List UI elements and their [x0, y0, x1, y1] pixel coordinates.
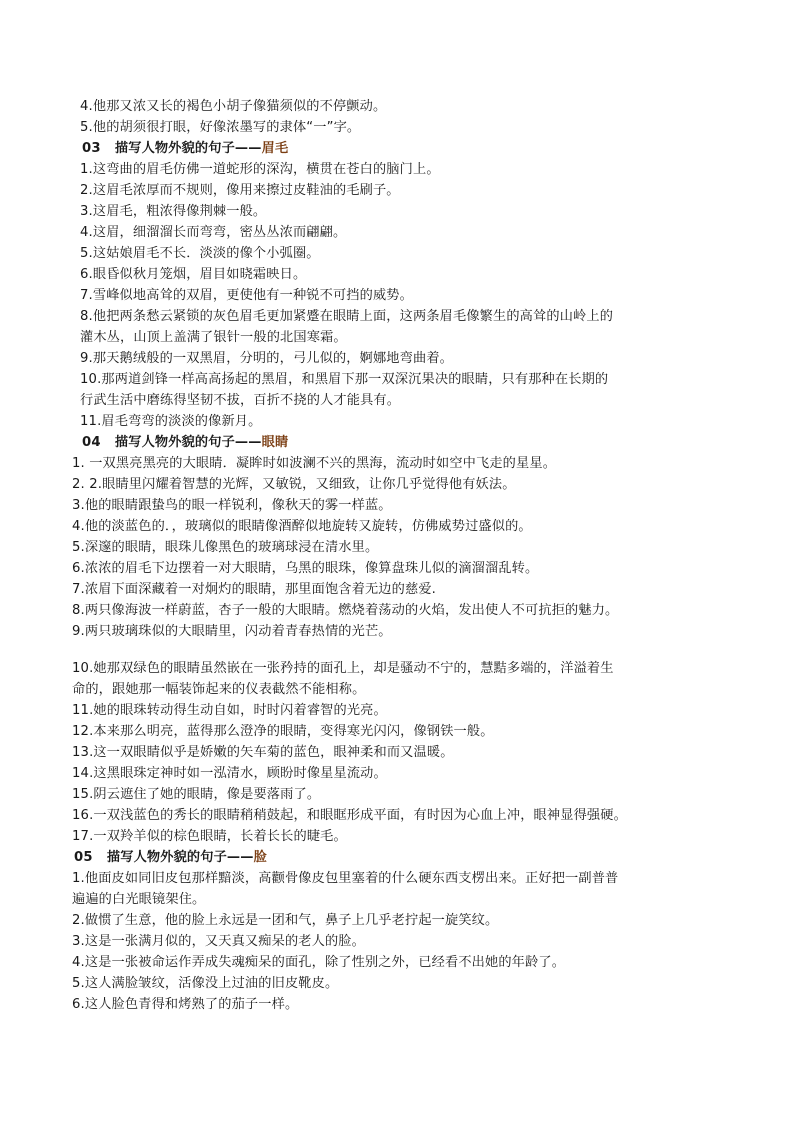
- text-line: 17.一双羚羊似的棕色眼睛，长着长长的睫毛。: [72, 829, 347, 844]
- text-line: 5.深邃的眼睛，眼珠儿像黑色的玻璃球浸在清水里。: [72, 540, 379, 555]
- text-line: 灌木丛，山顶上盖满了银针一般的北国寒霜。: [80, 330, 347, 345]
- text-line: 2. 2.眼睛里闪耀着智慧的光辉，又敏锐，又细致，让你几乎觉得他有妖法。: [72, 477, 516, 492]
- text-line: 9.那天鹅绒般的一双黑眉，分明的，弓儿似的，婀娜地弯曲着。: [80, 351, 453, 366]
- text-line: 1.这弯曲的眉毛仿佛一道蛇形的深沟，横贯在苍白的脑门上。: [80, 162, 440, 177]
- text-line: 11.她的眼珠转动得生动自如，时时闪着睿智的光亮。: [72, 703, 387, 718]
- section-heading-text: 描写人物外貌的句子——: [106, 850, 254, 865]
- section-heading-accent: 眉毛: [261, 141, 289, 156]
- text-line: 1. 一双黑亮黑亮的大眼睛．凝眸时如波澜不兴的黑海，流动时如空中飞走的星星。: [72, 456, 557, 471]
- text-line: 4.他那又浓又长的褐色小胡子像猫须似的不停颤动。: [80, 99, 387, 114]
- section-heading-eyebrows: [82, 139, 288, 159]
- text-line: 2.做惯了生意，他的脸上永远是一团和气，鼻子上几乎老拧起一旋笑纹。: [72, 913, 499, 928]
- text-line: 7.浓眉下面深藏着一对炯灼的眼睛，那里面饱含着无边的慈爱.: [72, 582, 436, 597]
- section-number: 03: [82, 141, 101, 156]
- section-heading-accent: 脸: [253, 850, 267, 865]
- text-line: 5.这姑娘眉毛不长．淡淡的像个小弧圈。: [80, 246, 320, 261]
- section-number: 04: [82, 435, 101, 450]
- section-heading-face: [74, 848, 267, 868]
- text-line: 9.两只玻璃珠似的大眼睛里，闪动着青春热情的光芒。: [72, 624, 392, 639]
- text-line: 12.本来那么明亮，蓝得那么澄净的眼睛，变得寒光闪闪，像钢铁一般。: [72, 724, 494, 739]
- text-line: 2.这眉毛浓厚而不规则，像用来擦过皮鞋油的毛刷子。: [80, 183, 400, 198]
- text-line: 6.浓浓的眉毛下边摆着一对大眼睛，乌黑的眼珠，像算盘珠儿似的滴溜溜乱转。: [72, 561, 539, 576]
- text-line: 3.他的眼睛跟蛰鸟的眼一样锐利，像秋天的雾一样蓝。: [72, 498, 392, 513]
- text-line: 命的，跟她那一幅装饰起来的仪表截然不能相称。: [72, 682, 366, 697]
- text-line: 10.她那双绿色的眼睛虽然嵌在一张矜持的面孔上，却是骚动不宁的，慧黠多端的，洋溢着生: [72, 661, 614, 676]
- text-line: 遍遍的白光眼镜架住。: [72, 892, 206, 907]
- section-heading-eyes: [82, 433, 288, 453]
- section-number: 05: [74, 850, 93, 865]
- text-line: 3.这眉毛，粗浓得像荆棘一般。: [80, 204, 267, 219]
- text-line: 3.这是一张满月似的，又天真又痴呆的老人的脸。: [72, 934, 365, 949]
- text-line: 16.一双浅蓝色的秀长的眼睛稍稍鼓起，和眼眶形成平面，有时因为心血上冲，眼神显得强硬。: [72, 808, 627, 823]
- text-line: 5.他的胡须很打眼，好像浓墨写的隶体“一”字。: [80, 120, 361, 135]
- text-line: 7.雪峰似地高耸的双眉，更使他有一种锐不可挡的威势。: [80, 288, 413, 303]
- text-line: 14.这黑眼珠定神时如一泓清水，顾盼时像星星流动。: [72, 766, 387, 781]
- text-line: 6.眼昏似秋月笼烟，眉目如晓霜映日。: [80, 267, 307, 282]
- text-line: 8.两只像海波一样蔚蓝，杏子一般的大眼睛。燃烧着荡动的火焰，发出使人不可抗拒的魅力。: [72, 603, 619, 618]
- text-line: 6.这人脸色青得和烤熟了的茄子一样。: [72, 997, 299, 1012]
- section-heading-accent: 眼睛: [261, 435, 289, 450]
- text-line: 11.眉毛弯弯的淡淡的像新月。: [80, 414, 262, 429]
- text-line: 4.这是一张被命运作弄成失魂痴呆的面孔，除了性别之外，已经看不出她的年龄了。: [72, 955, 566, 970]
- text-line: 10.那两道剑锋一样高高扬起的黑眉，和黑眉下那一双深沉果决的眼睛，只有那种在长期的: [80, 372, 609, 387]
- text-line: 13.这一双眼睛似乎是娇嫩的矢车菊的蓝色，眼神柔和而又温暖。: [72, 745, 454, 760]
- text-line: 15.阴云遮住了她的眼睛，像是要落雨了。: [72, 787, 321, 802]
- text-line: 4.这眉，细溜溜长而弯弯，密丛丛浓而翩翩。: [80, 225, 347, 240]
- text-line: 1.他面皮如同旧皮包那样黯淡，高颧骨像皮包里塞着的什么硬东西支楞出来。正好把一副普普: [72, 871, 619, 886]
- section-heading-text: 描写人物外貌的句子——: [114, 435, 262, 450]
- text-line: 5.这人满脸皱纹，活像没上过油的旧皮靴皮。: [72, 976, 339, 991]
- section-heading-text: 描写人物外貌的句子——: [114, 141, 262, 156]
- text-line: 行武生活中磨练得坚韧不拔，百折不挠的人才能具有。: [80, 393, 401, 408]
- text-line: 4.他的淡蓝色的．，玻璃似的眼睛像酒醉似地旋转又旋转，仿佛威势过盛似的。: [72, 519, 532, 534]
- text-line: 8.他把两条愁云紧锁的灰色眉毛更加紧蹙在眼睛上面，这两条眉毛像繁生的高耸的山岭上的: [80, 309, 614, 324]
